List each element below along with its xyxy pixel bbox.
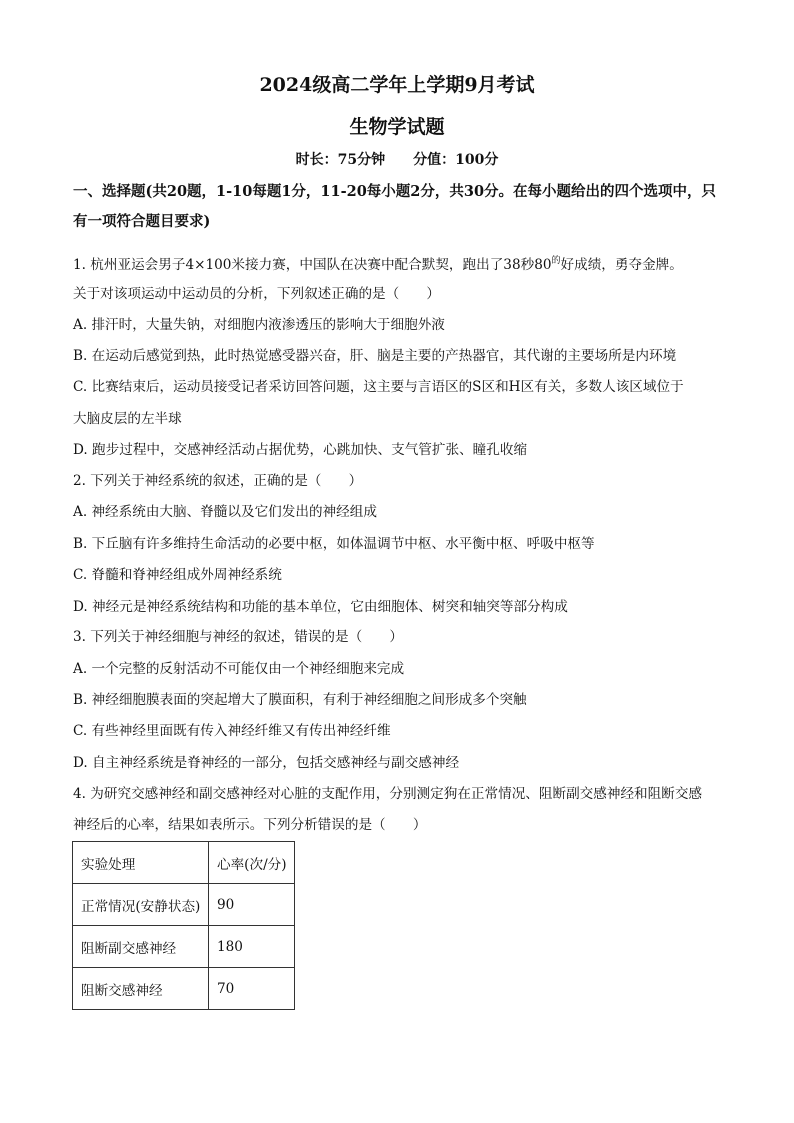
q1-stem-part2: 好成绩，勇夺金牌。 bbox=[560, 257, 683, 273]
q1-option-c: C. 比赛结束后，运动员接受记者采访回答问题，这主要与言语区的S区和H区有关，多数人该区域位于 bbox=[73, 379, 684, 395]
table-cell: 90 bbox=[209, 884, 295, 926]
q4-stem: 4. 为研究交感神经和副交感神经对心脏的支配作用，分别测定狗在正常情况、阻断副交感神经和阻断交感 bbox=[73, 786, 703, 802]
section-heading: 一、选择题(共20题，1-10每题1分，11-20每小题2分，共30分。在每小题给出的四个选项中，只有一项符合题目要求) bbox=[73, 183, 717, 230]
q1-stem-part1: 1. 杭州亚运会男子4×100米接力赛，中国队在决赛中配合默契，跑出了38秒80 bbox=[73, 257, 552, 273]
subject-title: 生物学试题 bbox=[349, 116, 445, 138]
q1-option-b: B. 在运动后感觉到热，此时热觉感受器兴奋，肝、脑是主要的产热器官，其代谢的主要场所是内环境 bbox=[73, 348, 677, 364]
q3-option-a: A. 一个完整的反射活动不可能仅由一个神经细胞来完成 bbox=[73, 661, 405, 677]
q3-option-c: C. 有些神经里面既有传入神经纤维又有传出神经纤维 bbox=[73, 723, 391, 739]
table-cell: 180 bbox=[209, 926, 295, 968]
score-text: 分值：100分 bbox=[413, 152, 499, 168]
q4-stem-line2: 神经后的心率，结果如表所示。下列分析错误的是（ ） bbox=[73, 817, 427, 833]
heart-rate-table bbox=[72, 841, 295, 1010]
table-cell: 阻断副交感神经 bbox=[73, 926, 209, 968]
duration-text: 时长：75分钟 bbox=[295, 152, 386, 168]
q2-option-a: A. 神经系统由大脑、脊髓以及它们发出的神经组成 bbox=[73, 504, 377, 520]
q2-option-d: D. 神经元是神经系统结构和功能的基本单位，它由细胞体、树突和轴突等部分构成 bbox=[73, 599, 568, 615]
q3-option-d: D. 自主神经系统是脊神经的一部分，包括交感神经与副交感神经 bbox=[73, 755, 460, 771]
table-row bbox=[73, 926, 295, 968]
q1-stem bbox=[73, 251, 683, 275]
q1-option-a: A. 排汗时，大量失钠，对细胞内液渗透压的影响大于细胞外液 bbox=[73, 317, 445, 333]
q2-stem: 2. 下列关于神经系统的叙述，正确的是（ ） bbox=[73, 473, 363, 489]
table-header-row bbox=[73, 842, 295, 884]
table-cell: 正常情况(安静状态) bbox=[73, 884, 209, 926]
q2-option-b: B. 下丘脑有许多维持生命活动的必要中枢，如体温调节中枢、水平衡中枢、呼吸中枢等 bbox=[73, 536, 595, 552]
q1-stem-sup: 的 bbox=[551, 256, 561, 266]
q1-option-d: D. 跑步过程中，交感神经活动占据优势，心跳加快、支气管扩张、瞳孔收缩 bbox=[73, 442, 528, 458]
table-row bbox=[73, 968, 295, 1010]
q2-option-c: C. 脊髓和脊神经组成外周神经系统 bbox=[73, 567, 282, 583]
q1-stem-line2: 关于对该项运动中运动员的分析，下列叙述正确的是（ ） bbox=[73, 286, 441, 302]
table-cell: 阻断交感神经 bbox=[73, 968, 209, 1010]
table-row bbox=[73, 884, 295, 926]
exam-title: 2024级高二学年上学期9月考试 bbox=[259, 74, 535, 96]
q3-stem: 3. 下列关于神经细胞与神经的叙述，错误的是（ ） bbox=[73, 629, 403, 645]
table-header-cell: 实验处理 bbox=[73, 842, 209, 884]
q3-option-b: B. 神经细胞膜表面的突起增大了膜面积，有利于神经细胞之间形成多个突触 bbox=[73, 692, 527, 708]
exam-meta bbox=[0, 149, 794, 169]
table-cell: 70 bbox=[209, 968, 295, 1010]
table-header-cell: 心率(次/分) bbox=[209, 842, 295, 884]
q1-option-c-cont: 大脑皮层的左半球 bbox=[73, 411, 182, 427]
